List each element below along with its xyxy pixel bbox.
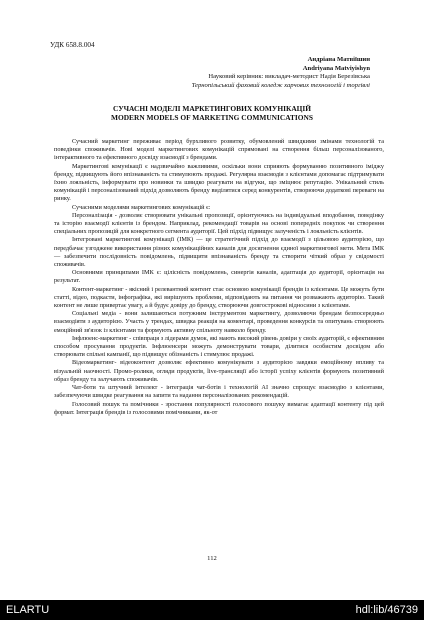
paragraph: Інтегровані маркетингові комунікації (ІМК) — це стратегічний підхід до взаємодії з цільовою аудиторією, що передбачає узгоджене використання різних комунікаційних каналів для досягнення єдиної маркетингової мети. Мета ІМК — забезпечити послідовність повідомлень, підвищити впізнаваність бренду та створити чіткий образ у свідомості споживачів.: [54, 236, 384, 269]
paragraph: Чат-боти та штучний інтелект - інтеграція чат-ботів і технологій АІ значно спрощує взаємодію з клієнтами, забезпечуючи швидке реагування на запити та надання персоналізованих рекомендацій.: [54, 384, 384, 400]
paragraph: Маркетингові комунікації є надзвичайно важливими, оскільки вони сприяють формуванню позитивного іміджу бренду, підвищують його впізнаваність та стимулюють продажі. Регулярна взаємодія з клієнтами допомагає підтримувати їхню лояльність, інформувати про новинки та швидко реагувати на відгуки, що зміцнює репутацію. Унікальний стиль комунікацій і персоналізований підхід дозволяють бренду виділятися серед конкурентів, створюючи додаткові переваги на ринку.: [54, 162, 384, 203]
author-block: [192, 56, 370, 90]
institution-line: Тернопільський фаховий коледж харчових технологій і торгівлі: [191, 81, 370, 89]
paragraph: Відеомаркетинг- відеоконтент дозволяє ефективно комунікувати з аудиторією завдяки емоційному впливу та візуальній наочності. Промо-ролики, огляди продуктів, live-трансляції або історії успіху клієнтів формують позитивний образ бренду та залучають споживачів.: [54, 359, 384, 383]
author-name-ua: Андріана Матвіїшин: [307, 56, 370, 63]
page-number: 112: [207, 555, 217, 562]
paragraph: Соціальні медіа - вони залишаються потужним інструментом маркетингу, дозволяючи брендам безпосередньо взаємодіяти з аудиторією. Участь у трендах, швидка реакція на коментарі, проведення конкурсів та опитувань створюють емоційний зв'язок із клієнтами та формують активну спільноту навколо бренду.: [54, 310, 384, 334]
paragraph: Голосовий пошук та помічники - зростання популярності голосового пошуку вимагає адаптації контенту під цей формат. Інтеграція брендів із голосовими помічниками, як-от: [54, 400, 384, 416]
repository-name: ELARTU: [6, 604, 50, 616]
article-title: [40, 104, 384, 123]
author-name-en: Andriyana Matviyishyn: [302, 64, 370, 72]
paragraph: Сучасний маркетинг переживає період бурхливого розвитку, обумовлений швидкими змінами технологій та поведінки споживачів. Нові моделі маркетингових комунікацій спрямовані на створення більш персоналізованого, інтерактивного та ефективного досвіду взаємодії з брендами.: [54, 138, 384, 162]
advisor-line: Науковий керівник: викладач-методист Надія Березівська: [208, 73, 370, 81]
title-ua: СУЧАСНІ МОДЕЛІ МАРКЕТИНГОВИХ КОМУНІКАЦІЙ: [112, 104, 312, 113]
paragraph: Персоналізація - дозволяє створювати унікальні пропозиції, орієнтуючись на індивідуальні вподобання, поведінку та історію взаємодії клієнтів із брендом. Наприклад, рекомендації товарів на основі попередніх покупок чи створення спеціальних пропозицій для конкретного сегмента аудиторії. Цей підхід підвищує залученість і лояльність клієнтів.: [54, 211, 384, 236]
title-en: MODERN MODELS OF MARKETING COMMUNICATIONS: [110, 113, 313, 123]
paragraph: Основними принципами ІМК є: цілісність повідомлень, синергія каналів, адаптація до аудиторії, орієнтація на результат.: [54, 269, 384, 285]
paragraph: Інфлюенс-маркетинг - співпраця з лідерами думок, які мають високий рівень довіри у своїх аудиторій, є ефективним способом просування продуктів. Інфлюенсери можуть демонструвати товари, ділитися особистим досвідом або створювати спільні кампанії, що підвищує обізнаність і стимулює продажі.: [54, 334, 384, 359]
paragraph: Контент-маркетинг - якісний і релевантний контент стає основою комунікації брендів із клієнтами. Це можуть бути статті, відео, подкасти, інфографіка, які вирішують проблеми, відповідають на питання чи розважають аудиторію. Такий контент не лише привертає увагу, а й будує довіру до бренду, створюючи довгострокові відносини з клієнтами.: [54, 285, 384, 310]
paragraph: Сучасними моделями маркетингових комунікацій є:: [72, 203, 211, 211]
handle-id: hdl:lib/46739: [355, 604, 418, 616]
repository-footer: [0, 600, 424, 620]
udk-code: УДК 658.8.004: [50, 41, 95, 49]
article-body: [54, 138, 384, 417]
